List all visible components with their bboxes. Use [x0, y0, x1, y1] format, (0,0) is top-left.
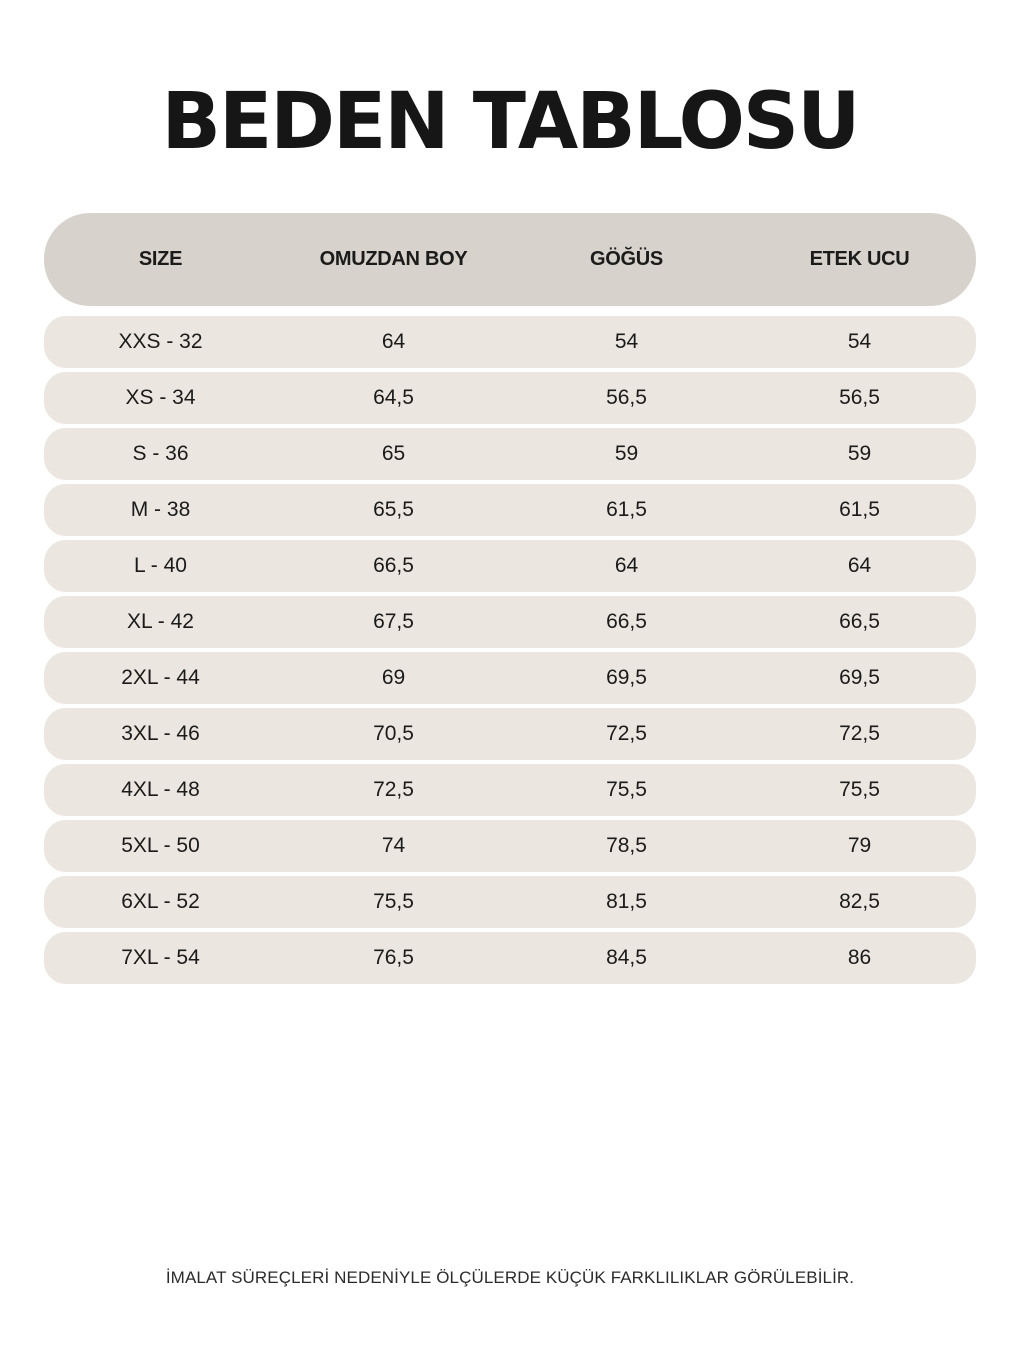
table-row [44, 876, 976, 928]
size-cell: 5XL - 50 [121, 834, 200, 857]
hem-cell: 54 [847, 330, 872, 353]
table-row [44, 540, 976, 592]
hem-cell: 69,5 [839, 666, 880, 689]
table-row [44, 428, 976, 480]
page-title: BEDEN TABLOSU [161, 77, 859, 167]
shoulder-length-cell: 76,5 [373, 946, 414, 969]
chest-cell: 61,5 [606, 498, 647, 521]
table-row [44, 708, 976, 760]
table-row [44, 932, 976, 984]
shoulder-length-cell: 72,5 [373, 778, 414, 801]
column-header-chest: GÖĞÜS [590, 248, 663, 270]
chest-cell: 69,5 [606, 666, 647, 689]
table-row [44, 316, 976, 368]
size-cell: XL - 42 [127, 610, 194, 633]
chest-cell: 56,5 [606, 386, 647, 409]
hem-cell: 86 [847, 946, 872, 969]
shoulder-length-cell: 69 [381, 666, 406, 689]
hem-cell: 64 [847, 554, 872, 577]
chest-cell: 75,5 [606, 778, 647, 801]
size-cell: 2XL - 44 [121, 666, 200, 689]
shoulder-length-cell: 64 [381, 330, 406, 353]
size-cell: 6XL - 52 [121, 890, 200, 913]
table-row [44, 652, 976, 704]
chest-cell: 81,5 [606, 890, 647, 913]
hem-cell: 56,5 [839, 386, 880, 409]
size-cell: 4XL - 48 [121, 778, 200, 801]
column-header-shoulder-length: OMUZDAN BOY [319, 248, 468, 270]
chest-cell: 72,5 [606, 722, 647, 745]
shoulder-length-cell: 64,5 [373, 386, 414, 409]
table-row [44, 764, 976, 816]
size-cell: XXS - 32 [118, 330, 203, 353]
shoulder-length-cell: 67,5 [373, 610, 414, 633]
shoulder-length-cell: 75,5 [373, 890, 414, 913]
hem-cell: 82,5 [839, 890, 880, 913]
shoulder-length-cell: 66,5 [373, 554, 414, 577]
shoulder-length-cell: 74 [381, 834, 406, 857]
hem-cell: 79 [847, 834, 872, 857]
chest-cell: 54 [614, 330, 639, 353]
chest-cell: 66,5 [606, 610, 647, 633]
table-row [44, 484, 976, 536]
size-cell: L - 40 [134, 554, 187, 577]
chest-cell: 78,5 [606, 834, 647, 857]
size-cell: 7XL - 54 [121, 946, 200, 969]
size-cell: S - 36 [132, 442, 189, 465]
table-row [44, 372, 976, 424]
size-chart-table [44, 213, 976, 984]
hem-cell: 61,5 [839, 498, 880, 521]
shoulder-length-cell: 65 [381, 442, 406, 465]
size-cell: M - 38 [130, 498, 191, 521]
hem-cell: 59 [847, 442, 872, 465]
chest-cell: 84,5 [606, 946, 647, 969]
table-row [44, 596, 976, 648]
hem-cell: 72,5 [839, 722, 880, 745]
hem-cell: 75,5 [839, 778, 880, 801]
chest-cell: 64 [614, 554, 639, 577]
shoulder-length-cell: 65,5 [373, 498, 414, 521]
table-body [44, 316, 976, 984]
hem-cell: 66,5 [839, 610, 880, 633]
table-row [44, 820, 976, 872]
size-cell: XS - 34 [125, 386, 196, 409]
chest-cell: 59 [614, 442, 639, 465]
shoulder-length-cell: 70,5 [373, 722, 414, 745]
column-header-size: SIZE [138, 248, 183, 270]
column-header-hem: ETEK UCU [809, 248, 910, 270]
size-cell: 3XL - 46 [121, 722, 200, 745]
footer-disclaimer: İMALAT SÜREÇLERİ NEDENİYLE ÖLÇÜLERDE KÜÇÜK FARKLILIKLAR GÖRÜLEBİLİR. [165, 1268, 855, 1287]
table-header-row [44, 213, 976, 306]
